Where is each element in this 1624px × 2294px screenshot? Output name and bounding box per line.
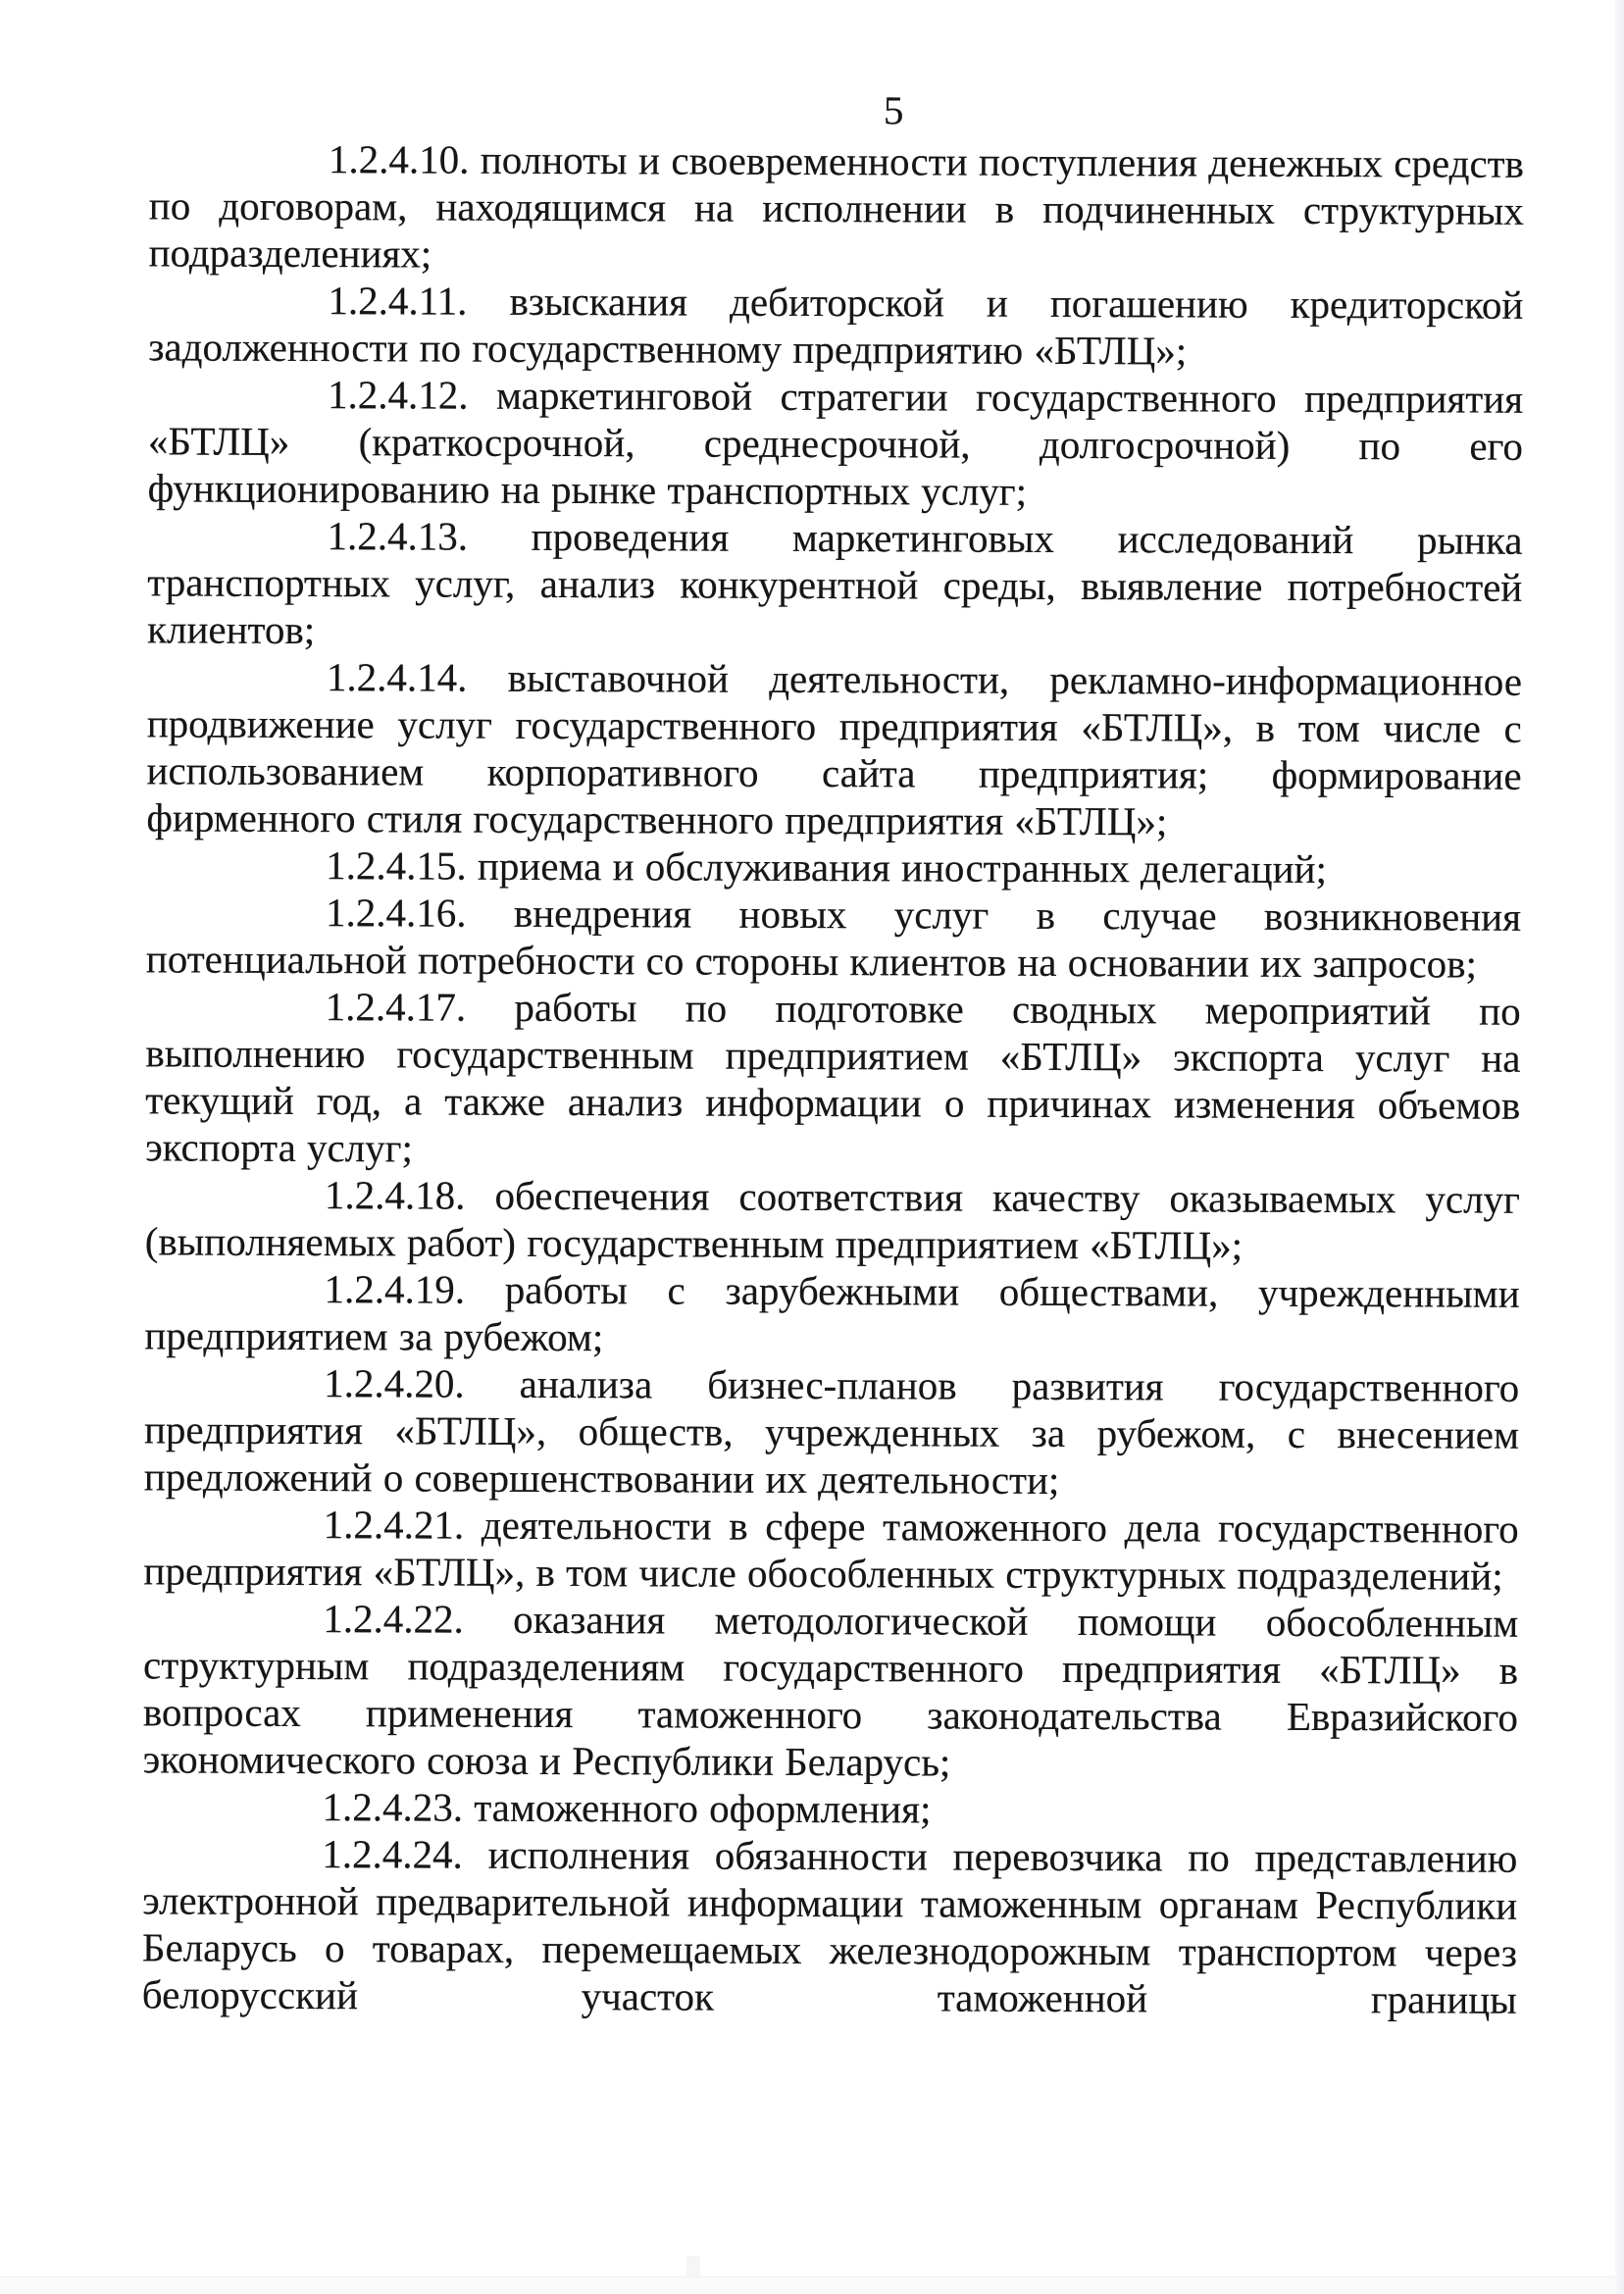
clause-number: 1.2.4.22. xyxy=(323,1596,464,1642)
clause-text: внедрения новых услуг в случае возникновения потенциальной потребности со стороны клиентов на основании их запросов; xyxy=(145,890,1522,987)
clause-1-2-4-16 xyxy=(146,888,1521,987)
clause-number: 1.2.4.23. xyxy=(322,1784,464,1830)
clause-number: 1.2.4.11. xyxy=(328,278,468,324)
clause-text: проведения маркетинговых исследований рынка транспортных услуг, анализ конкурентной среды, выявление потребностей клиентов; xyxy=(147,513,1523,653)
scan-artifact-mark xyxy=(686,2256,700,2277)
clause-text: анализа бизнес-планов развития государственного предприятия «БТЛЦ», обществ, учрежденных за рубежом, с внесением предложений о совершенствовании их деятельности; xyxy=(143,1360,1520,1503)
clause-1-2-4-17 xyxy=(145,982,1521,1175)
clause-text: деятельности в сфере таможенного дела государственного предприятия «БТЛЦ», в том числе обособленных структурных подразделений; xyxy=(143,1502,1519,1599)
clause-text: выставочной деятельности, рекламно-информационное продвижение услуг государственного предприятия «БТЛЦ», в том числе с использованием корпоративного сайта предприятия; формирование фирменного стиля государственного предприятия «БТЛЦ»; xyxy=(146,654,1523,844)
clause-1-2-4-23 xyxy=(142,1782,1517,1834)
clause-text: приема и обслуживания иностранных делегаций; xyxy=(477,842,1328,892)
clause-1-2-4-24 xyxy=(142,1829,1518,2022)
clause-text: таможенного оформления; xyxy=(474,1784,932,1832)
clause-1-2-4-14 xyxy=(146,652,1522,845)
page-number: 5 xyxy=(883,87,904,133)
scan-right-edge xyxy=(1615,0,1624,2294)
clause-number: 1.2.4.18. xyxy=(324,1172,466,1218)
clause-number: 1.2.4.21. xyxy=(323,1502,465,1548)
clause-1-2-4-21 xyxy=(143,1500,1518,1599)
clause-number: 1.2.4.16. xyxy=(325,890,467,936)
clause-1-2-4-13 xyxy=(147,511,1523,657)
clause-text: маркетинговой стратегии государственного предприятия «БТЛЦ» (краткосрочной, среднесрочной, долгосрочной) по его функционированию на рынке транспортных услуг; xyxy=(147,372,1524,514)
clause-1-2-4-12 xyxy=(148,370,1524,516)
clause-number: 1.2.4.17. xyxy=(325,984,467,1030)
clause-number: 1.2.4.12. xyxy=(327,372,469,418)
clause-text: оказания методологической помощи обособленным структурным подразделениям государственного предприятия «БТЛЦ» в вопросах применения таможенного законодательства Евразийского экономического союза и Республики Беларусь; xyxy=(142,1596,1519,1785)
clause-1-2-4-15 xyxy=(146,841,1521,892)
clause-1-2-4-22 xyxy=(143,1594,1519,1787)
clause-text: взыскания дебиторской и погашению кредиторской задолженности по государственному предприятию «БТЛЦ»; xyxy=(148,278,1524,374)
page-content xyxy=(1,0,1624,2022)
scan-bottom-strip xyxy=(0,2276,1624,2294)
clauses-text-block xyxy=(142,134,1524,2022)
clause-number: 1.2.4.24. xyxy=(322,1831,463,1877)
clause-1-2-4-10 xyxy=(149,134,1525,280)
clause-number: 1.2.4.13. xyxy=(327,513,469,559)
clause-number: 1.2.4.19. xyxy=(324,1266,466,1312)
clause-number: 1.2.4.14. xyxy=(326,654,468,700)
clause-text: обеспечения соответствия качеству оказываемых услуг (выполняемых работ) государственным предприятием «БТЛЦ»; xyxy=(144,1172,1521,1268)
clause-text: исполнения обязанности перевозчика по представлению электронной предварительной информации таможенным органам Республики Беларусь о товарах, перемещаемых железнодорожным транспортом через белорусский участок таможенной границы xyxy=(141,1831,1518,2022)
clause-text: полноты и своевременности поступления денежных средств по договорам, находящимся на исполнении в подчиненных структурных подразделениях; xyxy=(148,136,1525,277)
clause-1-2-4-11 xyxy=(148,276,1523,375)
clause-number: 1.2.4.10. xyxy=(328,136,470,182)
clause-1-2-4-18 xyxy=(145,1170,1520,1269)
clause-number: 1.2.4.20. xyxy=(324,1360,465,1406)
clause-text: работы по подготовке сводных мероприятий по выполнению государственным предприятием «БТЛЦ» экспорта услуг на текущий год, а также анализ информации о причинах изменения объемов экспорта услуг; xyxy=(145,984,1521,1171)
clause-number: 1.2.4.15. xyxy=(326,842,467,889)
clause-1-2-4-19 xyxy=(144,1264,1519,1363)
clause-1-2-4-20 xyxy=(144,1358,1520,1504)
clause-text: работы с зарубежными обществами, учрежденными предприятием за рубежом; xyxy=(144,1266,1520,1360)
